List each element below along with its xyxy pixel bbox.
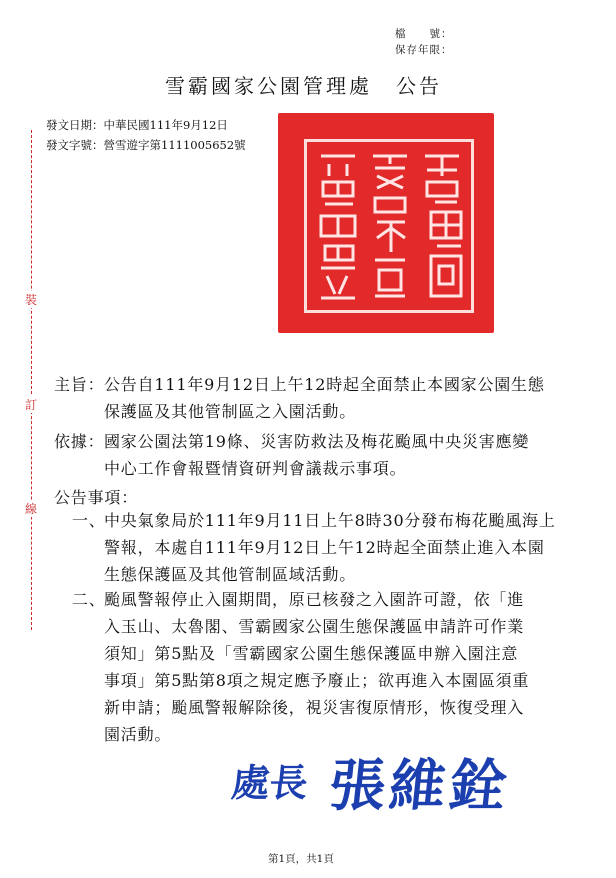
basis-line-1: 國家公園法第19條、災害防救法及梅花颱風中央災害應變: [104, 432, 530, 451]
org-name: 雪霸國家公園管理處: [165, 74, 372, 98]
seal-glyphs: [307, 142, 471, 310]
document-title: [165, 70, 442, 99]
basis-line-2: 中心工作會報暨情資研判會議裁示事項。: [104, 459, 407, 478]
issue-date: 發文日期：中華民國111年9月12日: [46, 118, 228, 132]
document-type: 公告: [396, 74, 442, 98]
seal-border: [304, 139, 474, 313]
notice-item-2-line-6: 園活動。: [104, 725, 172, 744]
notice-item-2-line-2: 入玉山、太魯閣、雪霸國家公園生態保護區申請許可作業: [104, 617, 525, 636]
notice-label: 公告事項：: [54, 488, 139, 507]
notice-item-2-line-4: 事項」第5點第8項之規定應予廢止；欲再進入本園區須重: [104, 671, 530, 690]
subject-line-1: 公告自111年9月12日上午12時起全面禁止本國家公園生態: [104, 375, 545, 394]
binding-char-ding: 訂: [25, 398, 38, 412]
binding-char-zhuang: 裝: [25, 293, 38, 307]
notice-item-1-line-1: 中央氣象局於111年9月11日上午8時30分發布梅花颱風海上: [104, 511, 556, 530]
retention-label: 保存年限：: [395, 44, 453, 56]
notice-item-2-number: 二、: [72, 590, 106, 609]
signature-title: 處長: [229, 760, 311, 805]
subject-label: 主旨：: [54, 375, 105, 394]
notice-item-2-line-5: 新申請；颱風警報解除後，視災害復原情形，恢復受理入: [104, 698, 525, 717]
official-seal: [278, 113, 494, 333]
issue-reference: 發文字號：營雪遊字第1111005652號: [46, 138, 246, 152]
subject-line-2: 保護區及其他管制區之入園活動。: [104, 402, 357, 421]
notice-item-2-line-3: 須知」第5點及「雪霸國家公園生態保護區申辦入園注意: [104, 644, 519, 663]
notice-item-1-line-2: 警報，本處自111年9月12日上午12時起全面禁止進入本園: [104, 538, 545, 557]
basis-label: 依據：: [54, 432, 105, 451]
page-number: 第1頁，共1頁: [268, 853, 334, 865]
notice-item-1-line-3: 生態保護區及其他管制區域活動。: [104, 565, 357, 584]
binding-dashed-line: [31, 130, 32, 630]
notice-item-2-line-1: 颱風警報停止入園期間，原已核發之入園許可證，依「進: [104, 590, 525, 609]
file-number-label: 檔 號：: [395, 28, 453, 40]
signature-name: 張維銓: [326, 753, 514, 819]
binding-char-xian: 線: [25, 502, 38, 516]
notice-item-1-number: 一、: [72, 511, 106, 530]
